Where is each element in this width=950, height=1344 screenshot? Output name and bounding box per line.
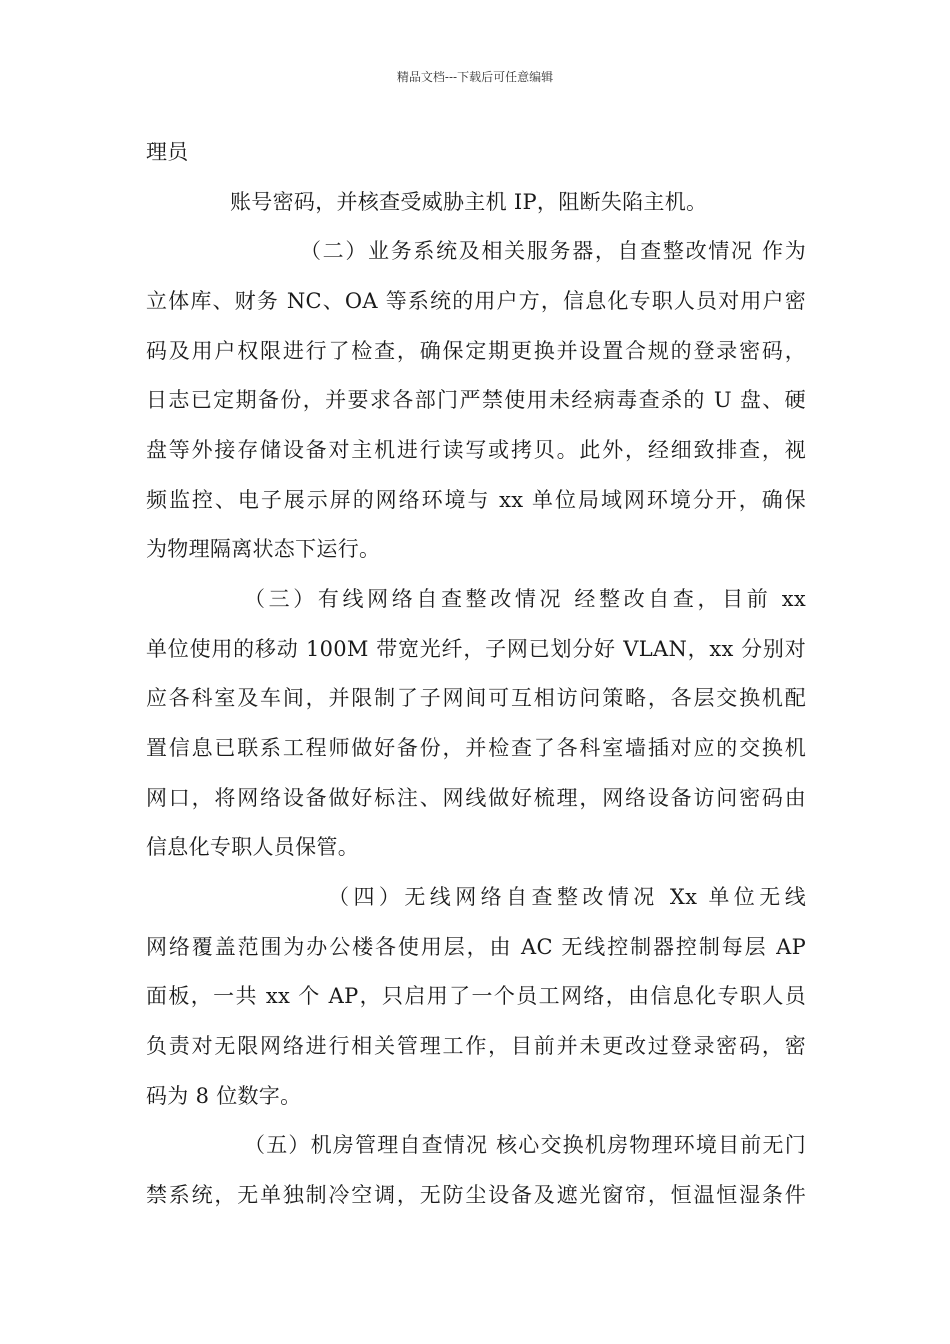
text-line: 面板，一共 xx 个 AP，只启用了一个员工网络，由信息化专职人员 [146,984,806,1008]
text-line: 盘等外接存储设备对主机进行读写或拷贝。此外，经细致排查，视 [146,438,806,462]
text-line: 信息化专职人员保管。 [146,835,359,859]
text-line: 为物理隔离状态下运行。 [146,537,381,561]
text-line: 负责对无限网络进行相关管理工作，目前并未更改过登录密码，密 [146,1034,806,1058]
section-heading-5: （五）机房管理自查情况 核心交换机房物理环境目前无门 [244,1133,806,1157]
text-line: 网口，将网络设备做好标注、网线做好梳理，网络设备访问密码由 [146,786,806,810]
section-heading-3: （三）有线网络自查整改情况 经整改自查，目前 xx [244,587,806,611]
text-line: 单位使用的移动 100M 带宽光纤，子网已划分好 VLAN，xx 分别对 [146,637,806,661]
page-header: 精品文档---下载后可任意编辑 [396,70,554,84]
text-line: 理员 [146,140,189,164]
section-heading-4: （四）无线网络自查整改情况 Xx 单位无线 [328,885,806,909]
section-heading-2: （二）业务系统及相关服务器，自查整改情况 作为 [300,239,806,263]
text-line: 禁系统，无单独制冷空调，无防尘设备及遮光窗帘，恒温恒湿条件 [146,1183,806,1207]
text-line: 频监控、电子展示屏的网络环境与 xx 单位局域网环境分开，确保 [146,488,806,512]
text-line: 置信息已联系工程师做好备份，并检查了各科室墙插对应的交换机 [146,736,806,760]
text-line: 日志已定期备份，并要求各部门严禁使用未经病毒查杀的 U 盘、硬 [146,388,806,412]
text-line: 应各科室及车间，并限制了子网间可互相访问策略，各层交换机配 [146,686,806,710]
text-line: 码为 8 位数字。 [146,1084,302,1108]
text-line: 码及用户权限进行了检查，确保定期更换并设置合规的登录密码， [146,339,806,363]
text-line: 网络覆盖范围为办公楼各使用层，由 AC 无线控制器控制每层 AP [146,935,806,959]
text-line: 账号密码，并核查受威胁主机 IP，阻断失陷主机。 [230,190,708,214]
text-line: 立体库、财务 NC、OA 等系统的用户方，信息化专职人员对用户密 [146,289,806,313]
